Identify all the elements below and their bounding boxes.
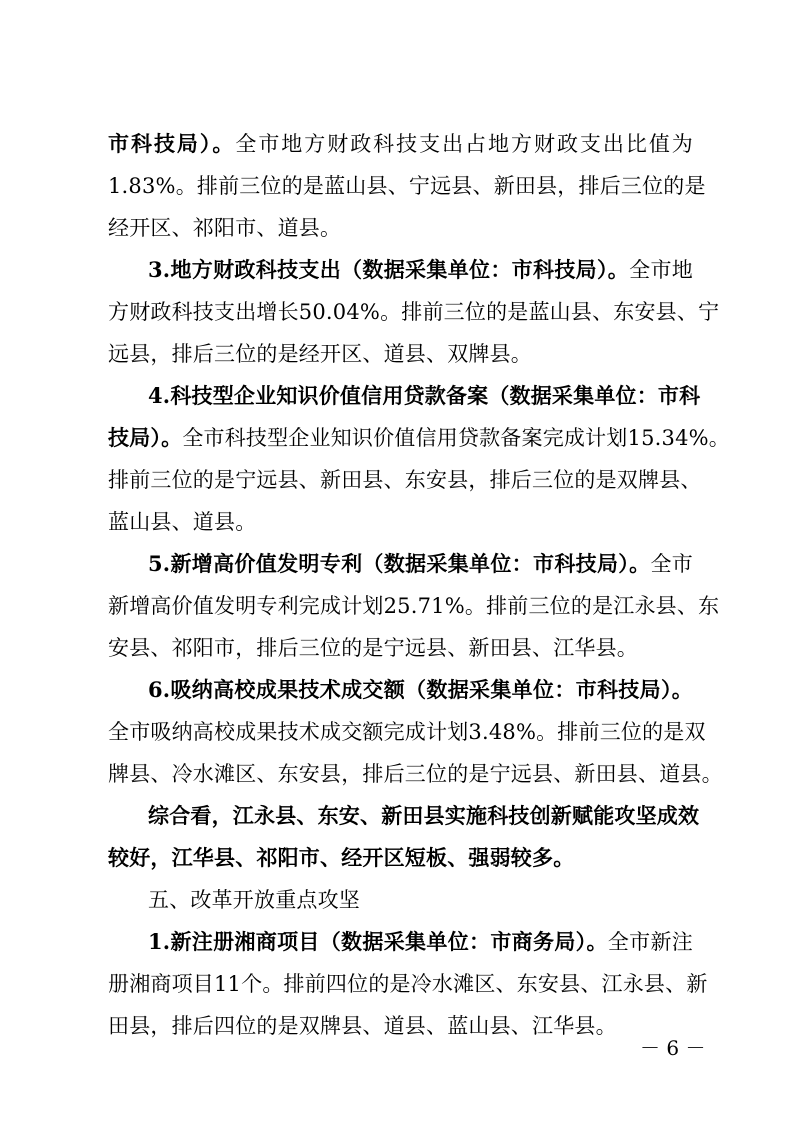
bold-text: 1.新注册湘商项目（数据采集单位：市商务局）。 [148,929,608,954]
bold-text: 技局）。 [108,425,183,450]
paragraph-line [148,926,693,958]
page-number: － 6 － [640,1036,706,1060]
bold-text: 4.科技型企业知识价值信用贷款备案（数据采集单位：市科 [148,383,701,408]
paragraph-line [108,338,693,370]
body-text: 全市吸纳高校成果技术成交额完成计划3.48%。排前三位的是双 [108,720,706,744]
body-text: 排前三位的是宁远县、新田县、东安县，排后三位的是双牌县、 [108,468,702,492]
heading-text: 五、改革开放重点攻坚 [148,888,360,912]
paragraph-line [148,380,701,412]
paragraph-line [108,170,706,202]
paragraph-line [148,674,693,706]
body-text: 全市新注 [607,930,693,954]
paragraph-line [108,968,708,1000]
body-text: 册湘商项目11个。排前四位的是冷水滩区、东安县、江永县、新 [108,972,708,996]
paragraph-line [108,758,723,790]
paragraph-line [148,254,693,286]
body-text: 牌县、冷水滩区、东安县，排后三位的是宁远县、新田县、道县。 [108,762,723,786]
body-text: 全市地方财政科技支出占地方财政支出比值为 [235,132,694,156]
paragraph-line [108,1010,693,1042]
body-text: 安县、祁阳市，排后三位的是宁远县、新田县、江华县。 [108,636,638,660]
body-text: 蓝山县、道县。 [108,510,257,534]
paragraph-line [108,422,730,454]
body-text: 全市科技型企业知识价值信用贷款备案完成计划15.34%。 [182,426,730,450]
body-text: 新增高价值发明专利完成计划25.71%。排前三位的是江永县、东 [108,594,720,618]
body-text: 方财政科技支出增长50.04%。排前三位的是蓝山县、东安县、宁 [108,300,720,324]
paragraph-line [108,296,720,328]
section-heading [148,884,693,916]
paragraph-line [108,590,720,622]
body-text: 1.83%。排前三位的是蓝山县、宁远县、新田县，排后三位的是 [108,174,706,198]
paragraph-line [108,632,693,664]
body-text: 远县，排后三位的是经开区、道县、双牌县。 [108,342,532,366]
paragraph-line [108,842,693,874]
bold-text: 较好，江华县、祁阳市、经开区短板、强弱较多。 [108,845,575,870]
paragraph-line [108,716,706,748]
bold-text: 6.吸纳高校成果技术成交额（数据采集单位：市科技局）。 [148,677,693,702]
paragraph-line [108,212,693,244]
body-text: 经开区、祁阳市、道县。 [108,216,342,240]
paragraph-line [148,800,700,832]
paragraph-line [108,464,702,496]
paragraph-line [108,506,693,538]
bold-text: 综合看，江永县、东安、新田县实施科技创新赋能攻坚成效 [148,803,700,828]
bold-text: 5.新增高价值发明专利（数据采集单位：市科技局）。 [148,551,651,576]
paragraph-line [108,128,693,160]
body-text: 田县，排后四位的是双牌县、道县、蓝山县、江华县。 [108,1014,617,1038]
bold-text: 市科技局）。 [108,131,236,156]
bold-text: 3.地方财政科技支出（数据采集单位：市科技局）。 [148,257,630,282]
body-text: 全市地 [629,258,693,282]
body-text: 全市 [650,552,693,576]
paragraph-line [148,548,693,580]
